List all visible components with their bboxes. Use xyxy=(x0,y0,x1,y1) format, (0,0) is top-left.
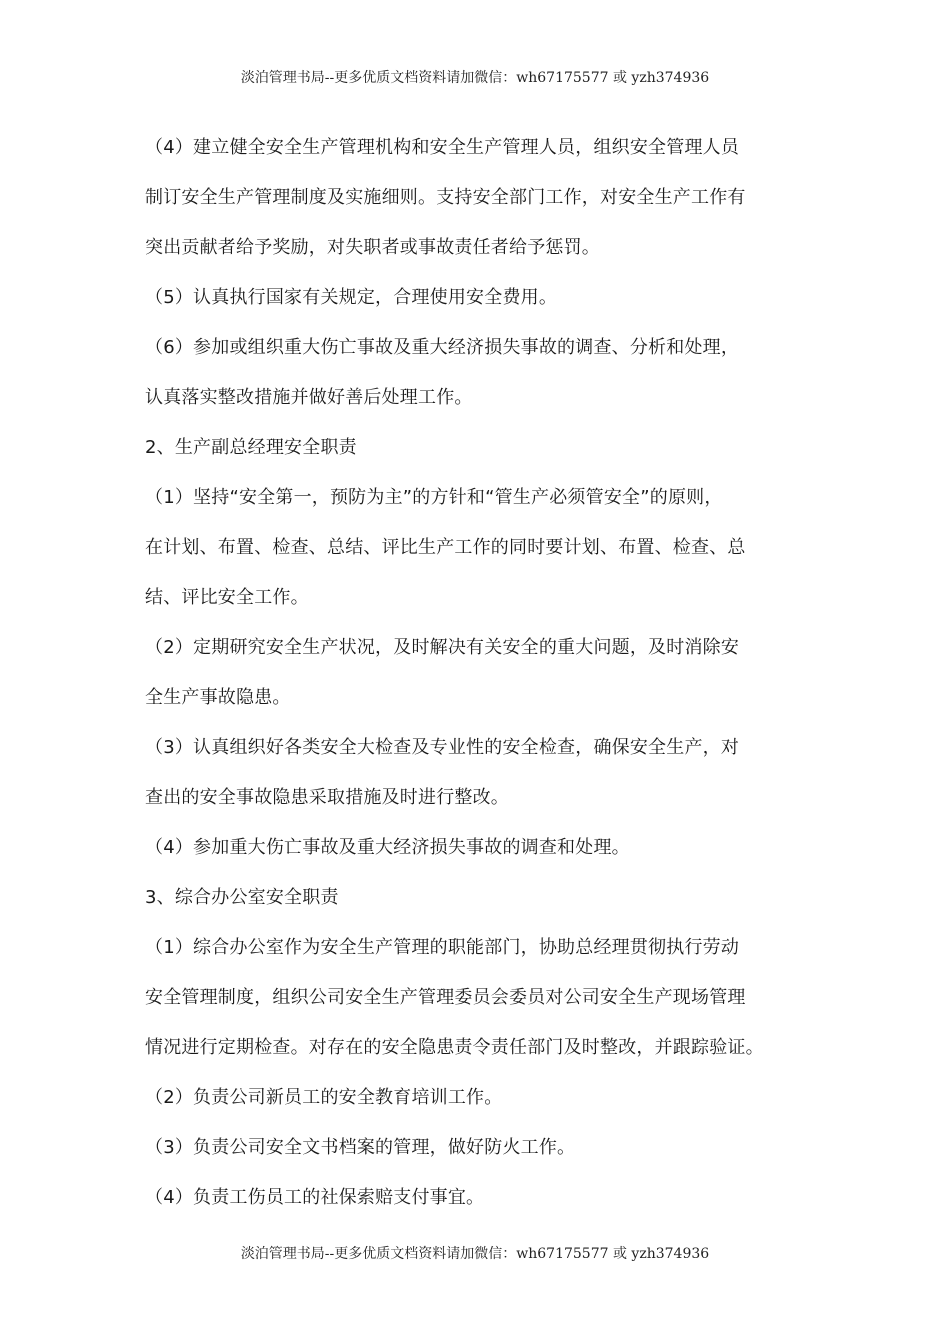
text-line: （3）认真组织好各类安全大检查及专业性的安全检查，确保安全生产，对 xyxy=(145,737,740,758)
text-line: 制订安全生产管理制度及实施细则。支持安全部门工作，对安全生产工作有 xyxy=(145,187,746,208)
text-line: 情况进行定期检查。对存在的安全隐患责令责任部门及时整改，并跟踪验证。 xyxy=(145,1037,764,1058)
text-line: 查出的安全事故隐患采取措施及时进行整改。 xyxy=(145,787,509,808)
text-line: （1）综合办公室作为安全生产管理的职能部门，协助总经理贯彻执行劳动 xyxy=(145,937,740,958)
section-heading: 2、生产副总经理安全职责 xyxy=(145,437,357,458)
section-heading: 3、综合办公室安全职责 xyxy=(145,887,339,908)
text-line: （6）参加或组织重大伤亡事故及重大经济损失事故的调查、分析和处理， xyxy=(145,337,740,358)
text-line: 突出贡献者给予奖励，对失职者或事故责任者给予惩罚。 xyxy=(145,237,600,258)
text-line: 认真落实整改措施并做好善后处理工作。 xyxy=(145,387,473,408)
page-header: 淡泊管理书局--更多优质文档资料请加微信：wh67175577 或 yzh374936 xyxy=(240,70,710,86)
text-line: （1）坚持“安全第一，预防为主”的方针和“管生产必须管安全”的原则， xyxy=(145,487,723,508)
page-footer: 淡泊管理书局--更多优质文档资料请加微信：wh67175577 或 yzh374936 xyxy=(240,1246,710,1262)
text-line: （5）认真执行国家有关规定，合理使用安全费用。 xyxy=(145,287,558,308)
text-line: 结、评比安全工作。 xyxy=(145,587,309,608)
text-line: （4）负责工伤员工的社保索赔支付事宜。 xyxy=(145,1187,485,1208)
text-line: （2）负责公司新员工的安全教育培训工作。 xyxy=(145,1087,503,1108)
text-line: （4）建立健全安全生产管理机构和安全生产管理人员，组织安全管理人员 xyxy=(145,137,740,158)
text-line: （2）定期研究安全生产状况，及时解决有关安全的重大问题，及时消除安 xyxy=(145,637,740,658)
document-body xyxy=(145,130,815,1230)
text-line: 在计划、布置、检查、总结、评比生产工作的同时要计划、布置、检查、总 xyxy=(145,537,746,558)
text-line: （3）负责公司安全文书档案的管理，做好防火工作。 xyxy=(145,1137,576,1158)
text-line: （4）参加重大伤亡事故及重大经济损失事故的调查和处理。 xyxy=(145,837,630,858)
text-line: 安全管理制度，组织公司安全生产管理委员会委员对公司安全生产现场管理 xyxy=(145,987,746,1008)
text-line: 全生产事故隐患。 xyxy=(145,687,291,708)
